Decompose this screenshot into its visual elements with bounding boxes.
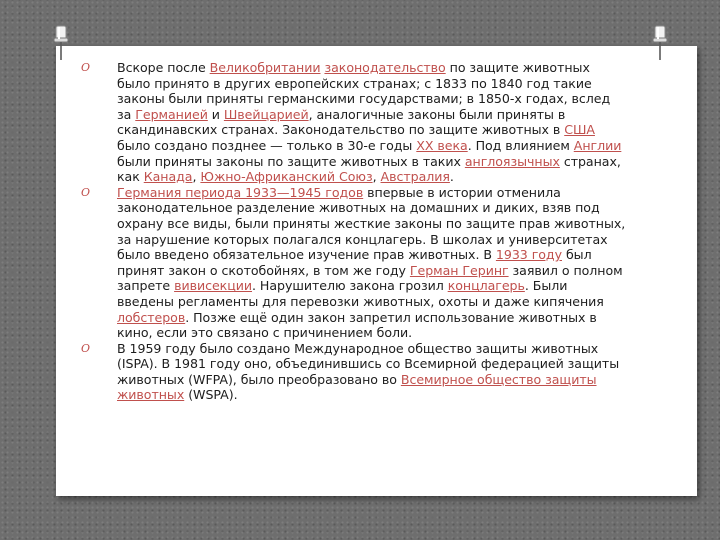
bullet-list — [81, 60, 626, 403]
wiki-link[interactable]: Герман Геринг — [409, 262, 509, 278]
bullet-marker-icon: O — [81, 61, 91, 74]
body-text: были приняты законы по защите животных в таких — [117, 153, 465, 169]
wiki-link[interactable]: Австралия — [380, 169, 450, 185]
wiki-link[interactable]: лобстеров — [117, 309, 186, 325]
pushpin-icon — [50, 22, 72, 64]
paragraph — [117, 185, 626, 341]
bullet-item — [81, 185, 626, 341]
wiki-link[interactable]: Швейцарией — [223, 106, 309, 122]
bullet-item — [81, 60, 626, 185]
wiki-link[interactable]: США — [564, 122, 595, 138]
wiki-link[interactable]: вивисекции — [174, 278, 253, 294]
body-text: , — [372, 169, 381, 185]
bullet-marker-icon: O — [81, 341, 91, 355]
body-text: Вскоре после — [117, 60, 210, 75]
wiki-link[interactable]: Англии — [573, 137, 622, 153]
body-text: . Нарушителю закона грозил — [252, 278, 448, 294]
body-text: , аналогичные законы были приняты в скандинавских странах. Законодательство по защите животных в — [117, 106, 566, 138]
body-text: был принят закон о скотобойнях, в том же году — [117, 247, 592, 278]
wiki-link[interactable]: XX века — [416, 137, 468, 153]
body-text: и — [207, 106, 224, 122]
body-text: было создано позднее — только в 30-е годы — [117, 137, 417, 153]
body-text: . Позже ещё один закон запретил использование животных в кино, если это связано с причинением боли. — [117, 309, 597, 341]
wiki-link[interactable]: 1933 году — [495, 247, 562, 263]
wiki-link[interactable]: Всемирное общество защиты животных — [117, 371, 597, 403]
body-text: странах, как — [117, 153, 621, 185]
wiki-link[interactable]: Южно-Африканский Союз — [200, 169, 373, 185]
body-text: . Под влиянием — [467, 137, 574, 153]
wiki-link[interactable]: Канада — [143, 169, 193, 185]
body-text: . — [449, 169, 454, 185]
body-text: по защите животных было принято в других европейских странах; с 1833 по 1840 год такие законы были приняты германскими государствами; в 1850-х годах, вслед за — [117, 60, 611, 122]
bullet-item — [81, 341, 626, 403]
wiki-link[interactable]: Германией — [135, 106, 208, 122]
body-text: . Были введены регламенты для перевозки животных, охоты и даже кипячения — [117, 278, 604, 309]
paragraph — [117, 341, 626, 403]
wiki-link[interactable]: концлагерь — [447, 278, 525, 294]
body-text: впервые в истории отменила законодательное разделение животных на домашних и диких, взяв под охрану все виды, были приняты жесткие законы по защите прав животных, за нарушение которых полагался концлагерь. В школах и университетах было введено обязательное изучение прав животных. В — [117, 184, 626, 263]
body-text: В 1959 году было создано Международное общество защиты животных (ISPA). В 1981 году оно, объединившись со Всемирной федерацией защиты животных (WFPA), было преобразовано во — [117, 340, 620, 387]
paragraph — [117, 60, 626, 185]
wiki-link[interactable]: Германия периода 1933—1945 годов — [117, 184, 364, 200]
body-text: , — [192, 169, 201, 185]
wiki-link[interactable]: англоязычных — [464, 153, 560, 169]
body-text: (WSPA). — [184, 387, 238, 403]
bullet-marker-icon: O — [81, 185, 91, 199]
pushpin-icon — [649, 22, 671, 64]
body-text: заявил о полном запрете — [117, 262, 623, 294]
wiki-link[interactable]: законодательство — [324, 60, 446, 75]
wiki-link[interactable]: Великобритании — [209, 60, 321, 75]
